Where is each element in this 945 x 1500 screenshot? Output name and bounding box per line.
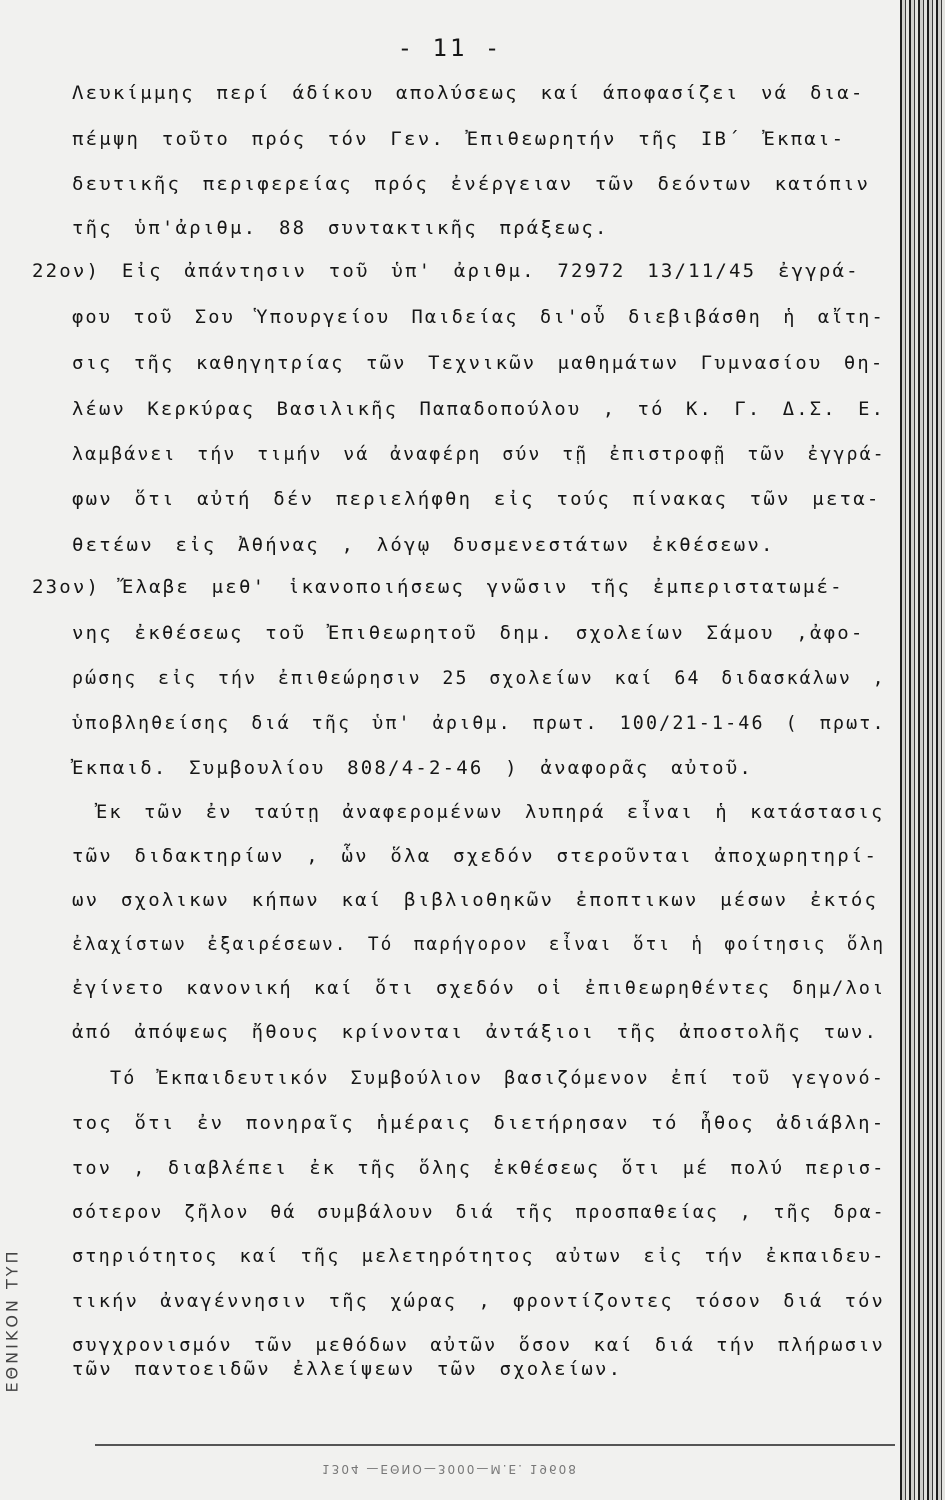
text-line: τῆς ὑπ'ἀριθμ. 88 συντακτικῆς πράξεως. xyxy=(72,217,609,239)
bottom-rule xyxy=(95,1444,895,1446)
text-line: τικήν ἀναγέννησιν τῆς χώρας , φροντίζοντες τόσον διά τόν xyxy=(72,1290,885,1312)
text-line: φου τοῦ Σου Ὑπουργείου Παιδείας δι'οὗ διεβιβάσθη ἡ αἴτη- xyxy=(72,306,885,328)
text-line: συγχρονισμόν τῶν μεθόδων αὐτῶν ὅσον καί διά τήν πλήρωσιν xyxy=(72,1334,885,1356)
text-line: Λευκίμμης περί άδίκου απολύσεως καί άποφασίζει νά δια- xyxy=(72,82,865,104)
text-line: τῶν διδακτηρίων , ὧν ὅλα σχεδόν στεροῦνται ἀποχωρητηρί- xyxy=(72,845,879,867)
text-line: ἐλαχίστων ἐξαιρέσεων. Τό παρήγορον εἶναι ὅτι ἡ φοίτησις ὅλη xyxy=(72,933,886,955)
text-line: ἐγίνετο κανονική καί ὅτι σχεδόν οἱ ἐπιθεωρηθέντες δημ/λοι xyxy=(72,977,886,999)
text-line: σότερον ζῆλον θά συμβάλουν διά τῆς προσπαθείας , τῆς δρα- xyxy=(72,1201,886,1223)
text-line: νης ἐκθέσεως τοῦ Ἐπιθεωρητοῦ δημ. σχολείων Σάμου ,ἀφο- xyxy=(72,622,865,644)
text-line: στηριότητος καί τῆς μελετηρότητος αὐτων εἰς τήν ἐκπαιδευ- xyxy=(72,1245,886,1267)
text-line: ὑποβληθείσης διά τῆς ὑπ' ἀριθμ. πρωτ. 100/21-1-46 ( πρωτ. xyxy=(72,712,886,734)
text-line: σις τῆς καθηγητρίας τῶν Τεχνικῶν μαθημάτων Γυμνασίου θη- xyxy=(72,352,885,374)
text-line: Ἐκπαιδ. Συμβουλίου 808/4-2-46 ) ἀναφορᾶς αὐτοῦ. xyxy=(72,757,754,779)
text-line: Ἐκ τῶν ἐν ταύτῃ ἀναφερομένων λυπηρά εἶναι ἡ κατάστασις xyxy=(96,801,885,823)
text-line: Τό Ἐκπαιδευτικόν Συμβούλιον βασιζόμενον ἐπί τοῦ γεγονό- xyxy=(110,1067,886,1089)
text-line: 22ον) Εἰς ἀπάντησιν τοῦ ὑπ' ἀριθμ. 72972 13/11/45 ἐγγρά- xyxy=(32,260,860,282)
text-line: τῶν παντοειδῶν ἐλλείψεων τῶν σχολείων. xyxy=(72,1358,623,1380)
text-line: πέμψη τοῦτο πρός τόν Γεν. Ἐπιθεωρητήν τῆς ΙΒ΄ Ἐκπαι- xyxy=(72,128,846,150)
text-line: λέων Κερκύρας Βασιλικῆς Παπαδοπούλου , τό Κ. Γ. Δ.Σ. Ε. xyxy=(72,398,886,420)
text-line: 23ον) Ἔλαβε μεθ' ἱκανοποιήσεως γνῶσιν τῆς ἐμπεριστατωμέ- xyxy=(32,576,844,598)
text-line: ρώσης εἰς τήν ἐπιθεώρησιν 25 σχολείων καί 64 διδασκάλων , xyxy=(72,667,886,689)
text-line: θετέων εἰς Ἀθήνας , λόγῳ δυσμενεστάτων ἐκθέσεων. xyxy=(72,534,775,556)
printer-footer: 1304 —ΕΘΝΟ—3000—Μ.Ε. 19608 xyxy=(322,1462,578,1476)
page-number: - 11 - xyxy=(397,34,503,62)
text-line: δευτικῆς περιφερείας πρός ἐνέργειαν τῶν δεόντων κατόπιν xyxy=(72,173,871,195)
text-line: ἀπό ἀπόψεως ἤθους κρίνονται ἀντάξιοι τῆς ἀποστολῆς των. xyxy=(72,1021,879,1043)
text-line: φων ὅτι αὐτή δέν περιελήφθη εἰς τούς πίνακας τῶν μετα- xyxy=(72,488,881,510)
book-spine-edge xyxy=(900,0,945,1500)
margin-stamp-text: ΕΘΝΙΚΟΝ ΤΥΠ xyxy=(2,1247,22,1393)
margin-stamp xyxy=(0,1170,24,1470)
text-line: λαμβάνει τήν τιμήν νά ἀναφέρη σύν τῇ ἐπιστροφῇ τῶν ἐγγρά- xyxy=(72,443,886,465)
text-line: τος ὅτι ἐν πονηραῖς ἡμέραις διετήρησαν τό ἦθος ἀδιάβλη- xyxy=(72,1112,886,1134)
text-line: ων σχολικων κήπων καί βιβλιοθηκῶν ἐποπτικων μέσων ἐκτός xyxy=(72,889,879,911)
text-line: τον , διαβλέπει ἐκ τῆς ὅλης ἐκθέσεως ὅτι μέ πολύ περισ- xyxy=(72,1157,886,1179)
